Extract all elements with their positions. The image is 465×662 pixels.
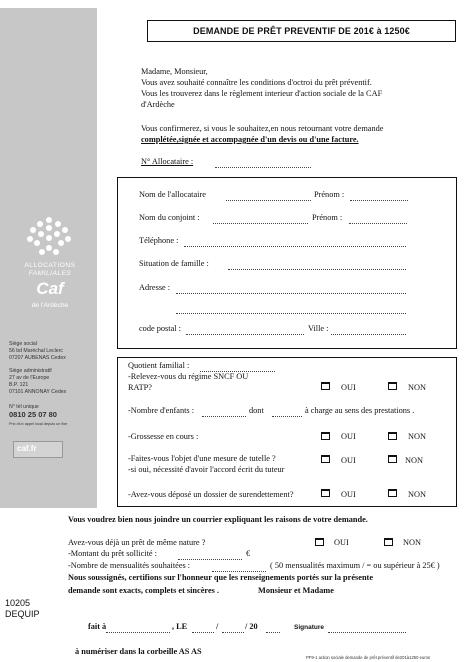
grossesse-oui-label: OUI	[341, 432, 356, 441]
tutelle-non-label: NON	[405, 456, 423, 465]
fait-a-field[interactable]	[106, 625, 170, 633]
brand-caf: Caf	[36, 279, 64, 298]
date-slash: /	[216, 622, 219, 631]
enfants-dont-label: dont	[249, 406, 264, 415]
tutelle-oui-checkbox[interactable]	[321, 455, 330, 463]
sncf-label-2: RATP?	[128, 383, 152, 392]
code-postal-field[interactable]	[186, 327, 304, 335]
nom-allocataire-field[interactable]	[226, 193, 311, 201]
siege-social-addr1: 56 bd Maréchal Leclerc	[9, 348, 63, 354]
montant-label: -Montant du prêt sollicité :	[68, 549, 157, 558]
telephone-field[interactable]	[184, 239, 406, 247]
confirm-line1: Vous confirmerez, si vous le souhaitez,en nous retournant votre demande	[141, 124, 384, 133]
intro-line1: Vous avez souhaité connaître les conditions d'octroi du prêt préventif.	[141, 78, 372, 87]
montant-field[interactable]	[178, 552, 242, 560]
certif-signers: Monsieur et Madame	[258, 586, 334, 595]
surendettement-label: -Avez-vous déposé un dossier de surendettement?	[128, 490, 294, 499]
le-label: , LE	[172, 622, 188, 631]
brand-line2: FAMILIALES	[28, 270, 72, 277]
tutelle-label-2: -si oui, nécessité d'avoir l'accord écrit du tuteur	[128, 465, 285, 474]
prenom2-label: Prénom :	[312, 213, 343, 222]
sncf-label-1: -Relevez-vous du régime SNCF OU	[128, 372, 249, 381]
month-field[interactable]	[222, 625, 244, 633]
grossesse-non-checkbox[interactable]	[388, 432, 397, 440]
nom-conjoint-field[interactable]	[213, 216, 308, 224]
caf-logo-icon	[22, 215, 76, 257]
allocataire-label: N° Allocataire :	[141, 157, 194, 166]
siege-admin-addr1: 27 av de l'Europe	[9, 375, 50, 381]
intro-line3: d'Ardèche	[141, 100, 175, 109]
grossesse-label: -Grossesse en cours :	[128, 432, 199, 441]
sncf-non-label: NON	[408, 383, 426, 392]
ville-field[interactable]	[331, 327, 406, 335]
signature-field[interactable]	[328, 625, 406, 633]
ville-label: Ville :	[308, 324, 329, 333]
sncf-oui-label: OUI	[341, 383, 356, 392]
mensualites-label: -Nombre de mensualités souhaitées :	[68, 561, 191, 570]
certif-line2: demande sont exacts, complets et sincères .	[68, 586, 220, 595]
siege-social-addr2: 07207 AUBENAS Cedex	[9, 355, 66, 361]
surendettement-oui-checkbox[interactable]	[321, 489, 330, 497]
enfants-charge-label: à charge au sens des prestations .	[305, 406, 415, 415]
footer-code: PF9-1 action sociale demande de prêt préventif de201à1250 euros	[306, 655, 431, 660]
code-postal-label: code postal :	[139, 324, 181, 333]
siege-admin-addr2: B.P. 121	[9, 382, 29, 388]
brand-sub: de l'Ardèche	[31, 302, 69, 309]
siege-admin-addr3: 07101 ANNONAY Cedex	[9, 389, 67, 395]
numeriser-note: à numériser dans la corbeille AS AS	[75, 647, 202, 656]
prenom1-label: Prénom :	[314, 190, 345, 199]
cafr-logo	[13, 441, 63, 458]
quotient-label: Quotient familial :	[128, 361, 190, 370]
enfants-charge-field[interactable]	[272, 409, 302, 417]
adresse-field-1[interactable]	[176, 286, 406, 294]
brand-line1: ALLOCATIONS	[24, 262, 76, 269]
year-field[interactable]	[266, 625, 280, 633]
sncf-oui-checkbox[interactable]	[321, 382, 330, 390]
siege-admin-title: Siège administratif	[9, 368, 52, 374]
deja-pret-label: Avez-vous déjà un prêt de même nature ?	[68, 538, 206, 547]
stamp-code: 10205	[5, 598, 31, 608]
surendettement-non-label: NON	[408, 490, 426, 499]
intro-line2: Vous les trouverez dans le règlement interieur d'action sociale de la CAF	[141, 89, 383, 98]
cafr-logo-text: caf.fr	[17, 444, 37, 453]
allocataire-field[interactable]	[215, 160, 311, 168]
page-title: DEMANDE DE PRÊT PREVENTIF DE 201€ à 1250€	[147, 20, 456, 42]
tel-number: 0810 25 07 80	[9, 410, 57, 419]
salutation: Madame, Monsieur,	[141, 67, 208, 76]
courrier-note: Vous voudrez bien nous joindre un courrier expliquant les raisons de votre demande.	[68, 515, 368, 524]
surendettement-non-checkbox[interactable]	[388, 489, 397, 497]
deja-pret-oui-label: OUI	[334, 538, 349, 547]
adresse-label: Adresse :	[139, 283, 171, 292]
mensualites-field[interactable]	[212, 564, 266, 572]
quotient-field[interactable]	[200, 364, 275, 372]
certif-line1: Nous soussignés, certifions sur l'honneur que les renseignements portés sur la présente	[68, 573, 374, 582]
telephone-label: Téléphone :	[139, 236, 179, 245]
nom-conjoint-label: Nom du conjoint :	[139, 213, 200, 222]
year-label: / 20	[245, 622, 258, 631]
prenom2-field[interactable]	[349, 216, 407, 224]
tutelle-non-checkbox[interactable]	[388, 455, 397, 463]
signature-label: Signature	[294, 624, 324, 631]
fait-a-label: fait à	[88, 622, 107, 631]
montant-euro: €	[246, 549, 251, 558]
sncf-non-checkbox[interactable]	[388, 382, 397, 390]
tel-label: N° tél unique	[9, 404, 39, 410]
situation-field[interactable]	[228, 262, 406, 270]
stamp-label: DEQUIP	[5, 609, 40, 619]
nom-allocataire-label: Nom de l'allocataire	[139, 190, 206, 199]
mensualites-note: ( 50 mensualités maximum / = ou supérieur à 25€ )	[270, 561, 440, 570]
surendettement-oui-label: OUI	[341, 490, 356, 499]
siege-social-title: Siège social	[9, 341, 37, 347]
day-field[interactable]	[192, 625, 214, 633]
tel-note: Prix d'un appel local depuis un fixe	[9, 422, 68, 426]
tutelle-label-1: -Faites-vous l'objet d'une mesure de tutelle ?	[128, 454, 276, 463]
confirm-line2: complétée,signée et accompagnée d'un devis ou d'une facture.	[141, 135, 359, 144]
enfants-label: -Nombre d'enfants :	[128, 406, 195, 415]
enfants-field[interactable]	[202, 409, 246, 417]
tutelle-oui-label: OUI	[341, 456, 356, 465]
adresse-field-2[interactable]	[176, 306, 406, 314]
situation-label: Situation de famille :	[139, 259, 209, 268]
grossesse-non-label: NON	[408, 432, 426, 441]
deja-pret-non-checkbox[interactable]	[384, 538, 393, 546]
prenom1-field[interactable]	[350, 193, 408, 201]
grossesse-oui-checkbox[interactable]	[321, 432, 330, 440]
sidebar-band	[0, 8, 97, 508]
deja-pret-non-label: NON	[403, 538, 421, 547]
deja-pret-oui-checkbox[interactable]	[315, 538, 324, 546]
